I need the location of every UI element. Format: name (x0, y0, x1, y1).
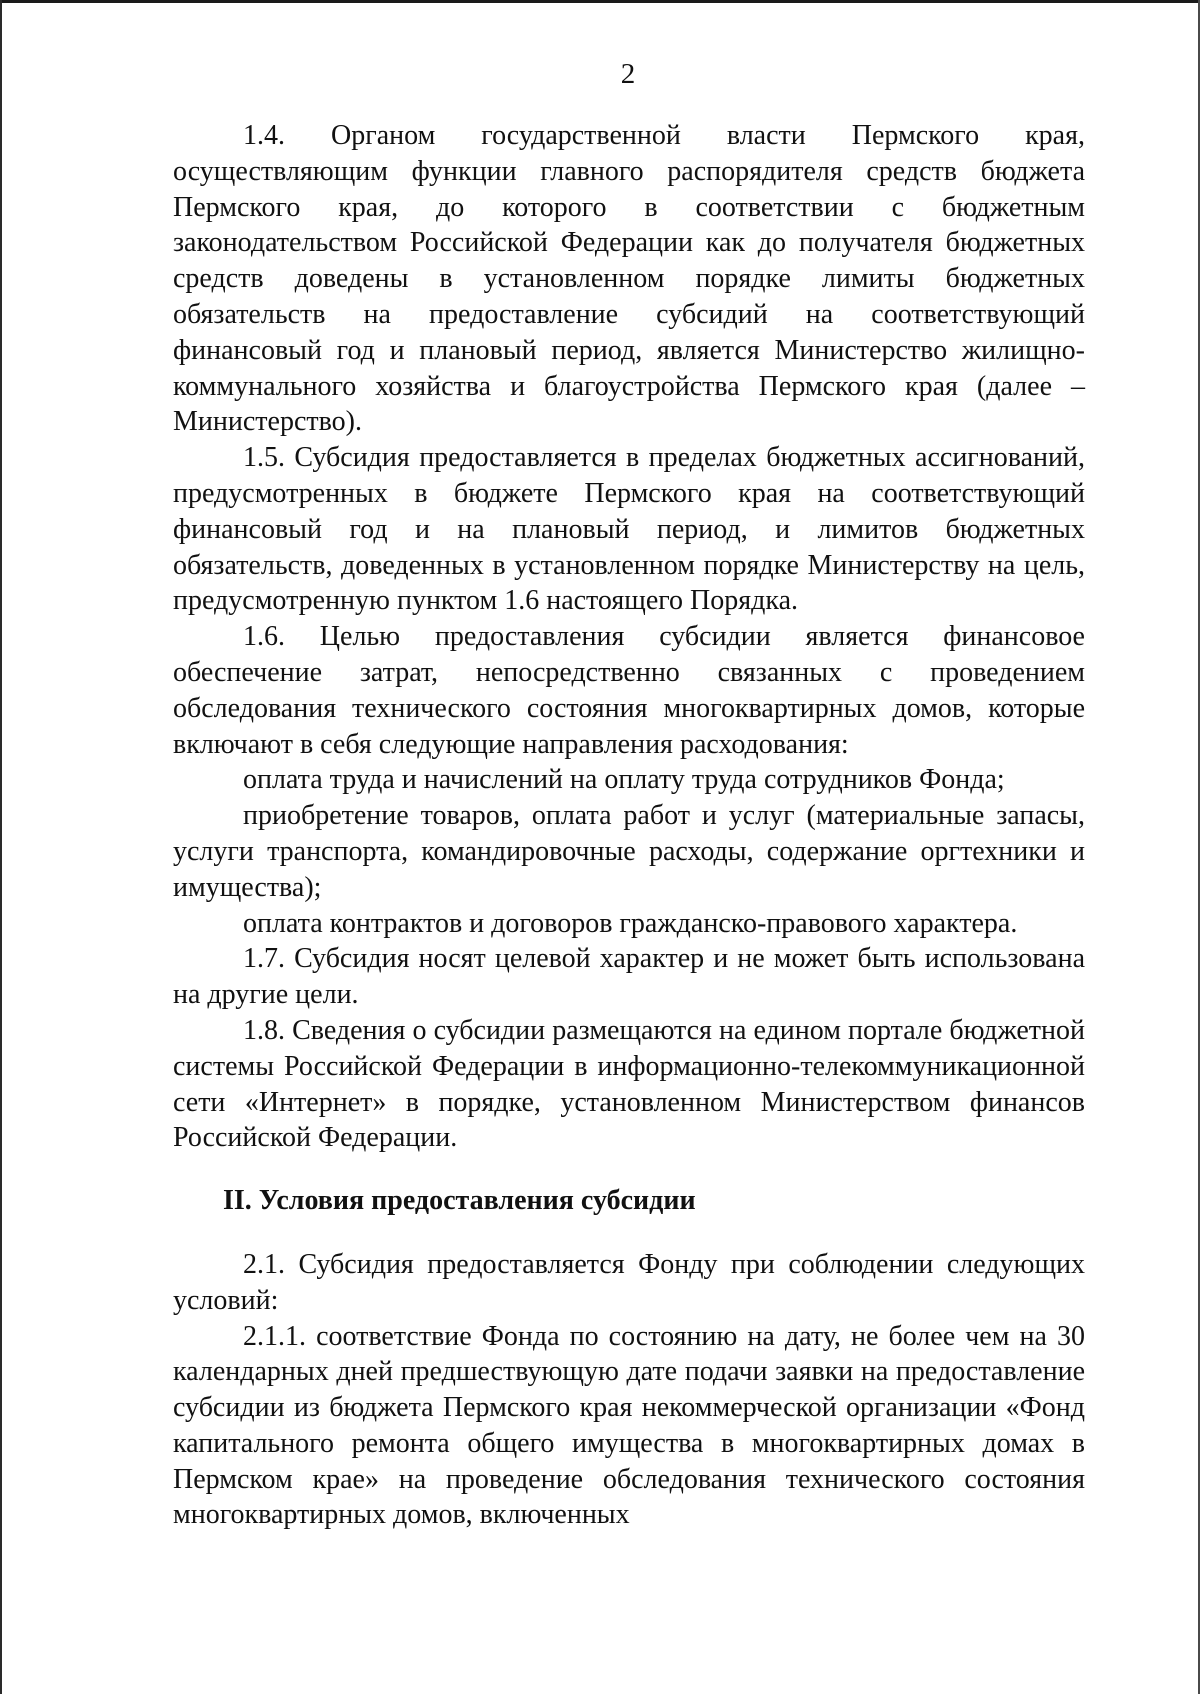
section-heading: II. Условия предоставления субсидии (223, 1185, 696, 1217)
paragraph-2-1: 2.1. Субсидия предоставляется Фонду при соблюдении следующих условий: (173, 1248, 1085, 1316)
list-item-goods: приобретение товаров, оплата работ и услуг (материальные запасы, услуги транспорта, командировочные расходы, содержание оргтехники и имущества); (173, 800, 1085, 903)
list-item-labor: оплата труда и начислений на оплату труда сотрудников Фонда; (243, 764, 1005, 796)
list-item-contracts: оплата контрактов и договоров гражданско-правового характера. (243, 907, 1018, 939)
scan-edge (0, 0, 2, 1694)
paragraph-1-7: 1.7. Субсидия носят целевой характер и не может быть использована на другие цели. (173, 943, 1085, 1011)
paragraph-1-8: 1.8. Сведения о субсидии размещаются на едином портале бюджетной системы Российской Федерации в информационно-телекоммуникационной сети «Интернет» в порядке, установленном Министерством финансов Российской Федерации. (173, 1014, 1085, 1154)
scan-edge (0, 0, 1200, 3)
paragraph-1-6: 1.6. Целью предоставления субсидии является финансовое обеспечение затрат, непосредственно связанных с проведением обследования технического состояния многоквартирных домов, которые включают в себя следующие направления расходования: (173, 621, 1085, 760)
page-number: 2 (620, 58, 636, 90)
paragraph-2-1-1: 2.1.1. соответствие Фонда по состоянию на дату, не более чем на 30 календарных дней предшествующую дате подачи заявки на предоставление субсидии из бюджета Пермского края некоммерческой организации «Фонд капитального ремонта общего имущества в многоквартирных домах в Пермском крае» на проведение обследования технического состояния многоквартирных домов, включенных (173, 1320, 1085, 1531)
paragraph-1-5: 1.5. Субсидия предоставляется в пределах бюджетных ассигнований, предусмотренных в бюджете Пермского края на соответствующий финансовый год и на плановый период, и лимитов бюджетных обязательств, доведенных в установленном порядке Министерству на цель, предусмотренную пунктом 1.6 настоящего Порядка. (173, 442, 1085, 617)
paragraph-1-4: 1.4. Органом государственной власти Пермского края, осуществляющим функции главного распорядителя средств бюджета Пермского края, до которого в соответствии с бюджетным законодательством Российской Федерации как до получателя бюджетных средств доведены в установленном порядке лимиты бюджетных обязательств на предоставление субсидий на соответствующий финансовый год и плановый период, является Министерство жилищно-коммунального хозяйства и благоустройства Пермского края (далее – Министерство). (173, 120, 1085, 438)
document-body (173, 118, 1085, 1533)
